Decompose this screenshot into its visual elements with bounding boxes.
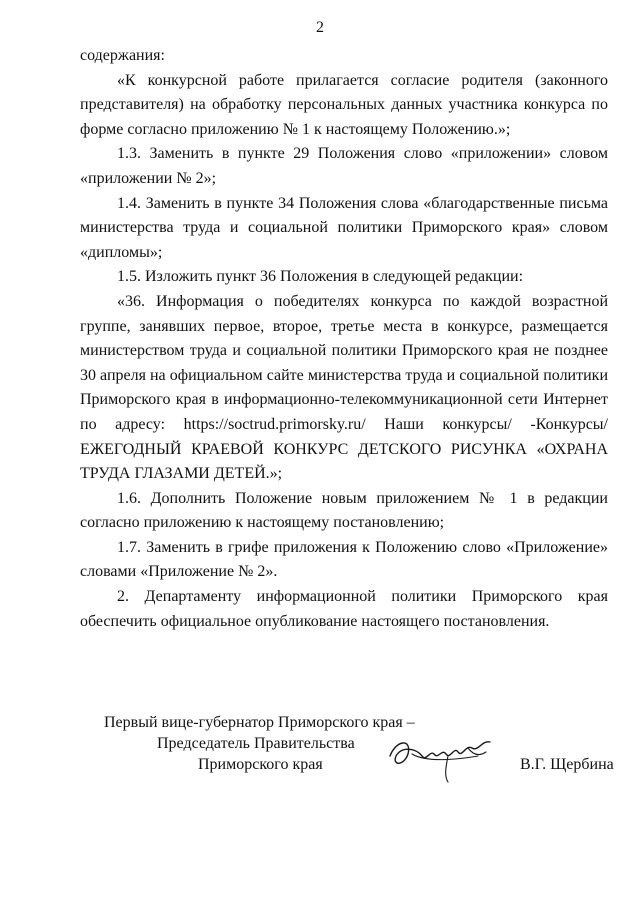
signer-title-line-1: Первый вице-губернатор Приморского края – xyxy=(104,714,415,731)
paragraph-1-4: 1.4. Заменить в пункте 34 Положения слова «благодарственные письма министерства труда и социальной политики Приморского края» словом «дипломы»; xyxy=(80,194,608,261)
signer-title-line-2: Председатель Правительства xyxy=(157,735,355,752)
paragraph-36-quote: «36. Информация о победителях конкурса по каждой возрастной группе, занявших первое, второе, третье места в конкурсе, размещается министерством труда и социальной политики Приморского края не позднее 30 апреля на официальном сайте министерства труда и социальной политики Приморского края в информационно-телекоммуникационной сети Интернет по адресу: https://soctrud.primorsky.ru/ Наши конкурсы/ -Конкурсы/ ЕЖЕГОДНЫЙ КРАЕВОЙ КОНКУРС ДЕТСКОГО РИСУНКА «ОХРАНА ТРУДА ГЛАЗАМИ ДЕТЕЙ.»; xyxy=(80,292,608,483)
paragraph-1-7: 1.7. Заменить в грифе приложения к Положению слово «Приложение» словами «Приложение № 2». xyxy=(80,538,608,581)
paragraph-1-3: 1.3. Заменить в пункте 29 Положения слово «приложении» словом «приложении № 2»; xyxy=(80,145,608,187)
paragraph-1-6: 1.6. Дополнить Положение новым приложением № 1 в редакции согласно приложению к настоящему постановлению; xyxy=(80,489,608,532)
signature-block xyxy=(0,712,640,792)
page-number: 2 xyxy=(316,19,324,36)
paragraph-quote-consent: «К конкурсной работе прилагается согласие родителя (законного представителя) на обработку персональных данных участника конкурса по форме согласно приложению № 1 к настоящему Положению.»; xyxy=(80,71,608,138)
signature-stroke xyxy=(468,748,486,755)
signer-name: В.Г. Щербина xyxy=(520,756,614,773)
signer-title-line-3: Приморского края xyxy=(198,756,323,773)
paragraph-continuation: содержания: xyxy=(80,47,165,64)
paragraph-2: 2. Департаменту информационной политики Приморского края обеспечить официальное опубликование настоящего постановления. xyxy=(80,588,608,630)
handwritten-signature xyxy=(382,726,502,786)
paragraph-1-5: 1.5. Изложить пункт 36 Положения в следующей редакции: xyxy=(117,268,524,286)
document-body xyxy=(80,44,608,634)
